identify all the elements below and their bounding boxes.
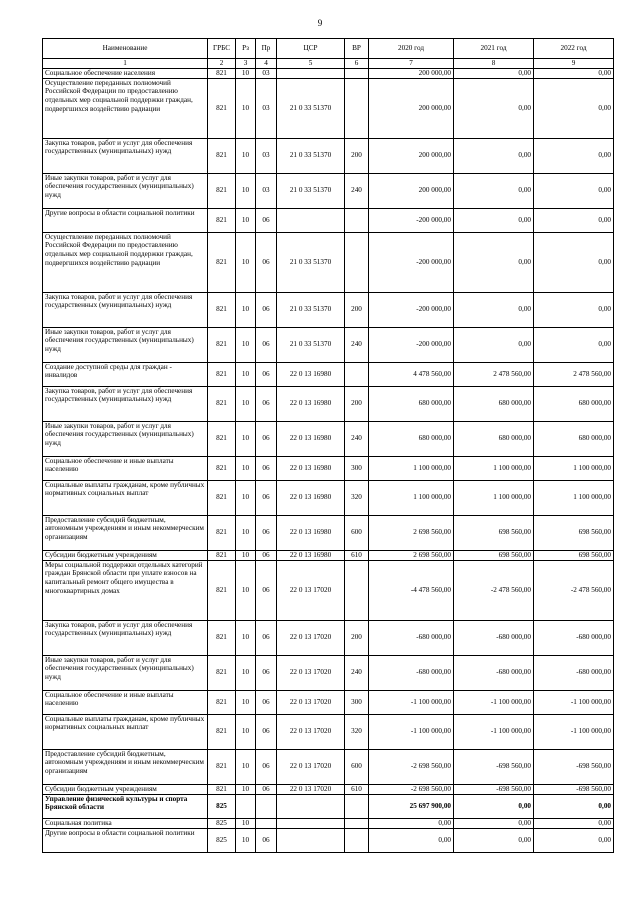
page-number: 9	[317, 18, 323, 28]
budget-table	[42, 38, 614, 853]
cell-vr	[345, 560, 369, 620]
cell-2021: 698 560,00	[454, 515, 534, 550]
cell-name: Предоставление субсидий бюджетным, автономным учреждениям и иным некоммерческим организациям	[43, 515, 208, 550]
cell-rz: 10	[236, 68, 256, 78]
table-row	[43, 690, 614, 714]
cell-rz: 10	[236, 655, 256, 690]
cell-2021: 0,00	[454, 327, 534, 362]
table-row	[43, 714, 614, 749]
cell-grbs: 821	[208, 784, 236, 794]
cell-pr: 06	[256, 292, 277, 327]
colnum-9: 9	[534, 59, 614, 69]
cell-2020: -4 478 560,00	[369, 560, 454, 620]
header-rz: Рз	[236, 39, 256, 59]
cell-csr: 22 0 13 17020	[277, 560, 345, 620]
cell-vr: 240	[345, 655, 369, 690]
table-row	[43, 749, 614, 784]
table-row	[43, 208, 614, 232]
header-2022: 2022 год	[534, 39, 614, 59]
cell-csr: 22 0 13 17020	[277, 655, 345, 690]
cell-grbs: 821	[208, 327, 236, 362]
cell-2020: 4 478 560,00	[369, 362, 454, 386]
cell-rz: 10	[236, 232, 256, 292]
cell-pr: 06	[256, 208, 277, 232]
cell-rz: 10	[236, 138, 256, 173]
cell-grbs: 821	[208, 208, 236, 232]
cell-pr: 03	[256, 68, 277, 78]
cell-2021: 0,00	[454, 68, 534, 78]
header-2021: 2021 год	[454, 39, 534, 59]
cell-2021: 0,00	[454, 292, 534, 327]
table-row	[43, 362, 614, 386]
cell-name: Иные закупки товаров, работ и услуг для обеспечения государственных (муниципальных) нужд	[43, 327, 208, 362]
cell-2020: -1 100 000,00	[369, 690, 454, 714]
cell-csr: 22 0 13 16980	[277, 515, 345, 550]
header-name: Наименование	[43, 39, 208, 59]
cell-2021: -698 560,00	[454, 749, 534, 784]
cell-name: Закупка товаров, работ и услуг для обеспечения государственных (муниципальных) нужд	[43, 292, 208, 327]
cell-rz: 10	[236, 78, 256, 138]
cell-2022: -2 478 560,00	[534, 560, 614, 620]
colnum-5: 5	[277, 59, 345, 69]
cell-2020: 200 000,00	[369, 173, 454, 208]
cell-2022: 1 100 000,00	[534, 480, 614, 515]
cell-grbs: 821	[208, 456, 236, 480]
cell-2020: -200 000,00	[369, 232, 454, 292]
cell-name: Закупка товаров, работ и услуг для обеспечения государственных (муниципальных) нужд	[43, 620, 208, 655]
cell-csr: 22 0 13 17020	[277, 784, 345, 794]
cell-2022: 2 478 560,00	[534, 362, 614, 386]
cell-rz: 10	[236, 560, 256, 620]
cell-rz: 10	[236, 480, 256, 515]
cell-vr: 320	[345, 714, 369, 749]
cell-grbs: 821	[208, 292, 236, 327]
cell-2021: 680 000,00	[454, 421, 534, 456]
cell-2022: -1 100 000,00	[534, 690, 614, 714]
cell-grbs: 821	[208, 138, 236, 173]
cell-grbs: 821	[208, 78, 236, 138]
cell-name: Субсидии бюджетным учреждениям	[43, 784, 208, 794]
cell-pr: 03	[256, 173, 277, 208]
cell-csr: 21 0 33 51370	[277, 292, 345, 327]
cell-pr: 06	[256, 560, 277, 620]
cell-pr: 06	[256, 456, 277, 480]
cell-name: Предоставление субсидий бюджетным, автономным учреждениям и иным некоммерческим организациям	[43, 749, 208, 784]
cell-rz: 10	[236, 208, 256, 232]
cell-2020: -680 000,00	[369, 620, 454, 655]
cell-grbs: 821	[208, 550, 236, 560]
cell-rz: 10	[236, 386, 256, 421]
cell-rz: 10	[236, 173, 256, 208]
cell-csr: 22 0 13 17020	[277, 690, 345, 714]
cell-rz: 10	[236, 784, 256, 794]
cell-2020: 200 000,00	[369, 68, 454, 78]
cell-name: Другие вопросы в области социальной политики	[43, 828, 208, 852]
cell-vr: 610	[345, 784, 369, 794]
cell-2020: 1 100 000,00	[369, 480, 454, 515]
cell-vr	[345, 828, 369, 852]
cell-2021: -2 478 560,00	[454, 560, 534, 620]
cell-2020: 200 000,00	[369, 138, 454, 173]
header-grbs: ГРБС	[208, 39, 236, 59]
table-row	[43, 138, 614, 173]
cell-2022: 698 560,00	[534, 550, 614, 560]
cell-rz: 10	[236, 292, 256, 327]
cell-csr	[277, 208, 345, 232]
table-row	[43, 794, 614, 818]
table-row	[43, 550, 614, 560]
cell-rz: 10	[236, 749, 256, 784]
table-row	[43, 818, 614, 828]
cell-vr: 200	[345, 620, 369, 655]
cell-2020: 200 000,00	[369, 78, 454, 138]
cell-2021: -1 100 000,00	[454, 690, 534, 714]
cell-2021: -680 000,00	[454, 655, 534, 690]
table-row	[43, 480, 614, 515]
cell-csr: 22 0 13 17020	[277, 749, 345, 784]
cell-csr	[277, 828, 345, 852]
cell-pr: 03	[256, 78, 277, 138]
cell-rz: 10	[236, 550, 256, 560]
cell-2021: 2 478 560,00	[454, 362, 534, 386]
table-row	[43, 515, 614, 550]
cell-grbs: 825	[208, 828, 236, 852]
cell-2022: 0,00	[534, 208, 614, 232]
cell-name: Осуществление переданных полномочий Российской Федерации по предоставлению отдельных мер социальной поддержки граждан, подвергшихся воздействию радиации	[43, 232, 208, 292]
cell-name: Закупка товаров, работ и услуг для обеспечения государственных (муниципальных) нужд	[43, 138, 208, 173]
colnum-1: 1	[43, 59, 208, 69]
table-row	[43, 828, 614, 852]
cell-name: Социальная политика	[43, 818, 208, 828]
colnum-8: 8	[454, 59, 534, 69]
cell-2021: -1 100 000,00	[454, 714, 534, 749]
cell-2021: 1 100 000,00	[454, 480, 534, 515]
cell-grbs: 821	[208, 421, 236, 456]
header-vr: ВР	[345, 39, 369, 59]
cell-name: Социальное обеспечение населения	[43, 68, 208, 78]
cell-2020: 680 000,00	[369, 386, 454, 421]
cell-pr: 06	[256, 714, 277, 749]
cell-2021: 698 560,00	[454, 550, 534, 560]
cell-grbs: 821	[208, 655, 236, 690]
cell-name: Социальные выплаты гражданам, кроме публичных нормативных социальных выплат	[43, 480, 208, 515]
cell-pr: 06	[256, 362, 277, 386]
cell-rz: 10	[236, 456, 256, 480]
cell-name: Создание доступной среды для граждан - инвалидов	[43, 362, 208, 386]
cell-2022: -1 100 000,00	[534, 714, 614, 749]
cell-2020: 0,00	[369, 818, 454, 828]
cell-2021: 0,00	[454, 138, 534, 173]
cell-grbs: 821	[208, 480, 236, 515]
colnum-2: 2	[208, 59, 236, 69]
cell-name: Другие вопросы в области социальной политики	[43, 208, 208, 232]
cell-vr: 320	[345, 480, 369, 515]
cell-csr	[277, 818, 345, 828]
cell-2022: 680 000,00	[534, 421, 614, 456]
cell-vr: 200	[345, 138, 369, 173]
colnum-4: 4	[256, 59, 277, 69]
cell-rz: 10	[236, 714, 256, 749]
cell-2021: 0,00	[454, 173, 534, 208]
table-row	[43, 560, 614, 620]
cell-2022: 0,00	[534, 68, 614, 78]
cell-2020: 680 000,00	[369, 421, 454, 456]
cell-vr	[345, 232, 369, 292]
cell-2021: 0,00	[454, 818, 534, 828]
cell-name: Социальное обеспечение и иные выплаты населению	[43, 690, 208, 714]
cell-name: Управление физической культуры и спорта Брянской области	[43, 794, 208, 818]
cell-pr: 06	[256, 620, 277, 655]
cell-grbs: 821	[208, 362, 236, 386]
cell-pr: 06	[256, 480, 277, 515]
colnum-7: 7	[369, 59, 454, 69]
cell-name: Иные закупки товаров, работ и услуг для обеспечения государственных (муниципальных) нужд	[43, 173, 208, 208]
cell-grbs: 821	[208, 515, 236, 550]
cell-vr: 240	[345, 327, 369, 362]
cell-csr: 22 0 13 16980	[277, 550, 345, 560]
table-row	[43, 784, 614, 794]
cell-pr: 06	[256, 749, 277, 784]
cell-rz: 10	[236, 828, 256, 852]
cell-csr: 22 0 13 16980	[277, 386, 345, 421]
cell-grbs: 821	[208, 68, 236, 78]
table-row	[43, 292, 614, 327]
cell-2020: -200 000,00	[369, 292, 454, 327]
cell-name: Социальное обеспечение и иные выплаты населению	[43, 456, 208, 480]
cell-rz: 10	[236, 421, 256, 456]
cell-2021: 0,00	[454, 828, 534, 852]
cell-csr	[277, 794, 345, 818]
cell-2021: 0,00	[454, 232, 534, 292]
table-row	[43, 620, 614, 655]
colnum-6: 6	[345, 59, 369, 69]
cell-name: Меры социальной поддержки отдельных категорий граждан Брянской области при уплате взносов на капитальный ремонт общего имущества в многоквартирных домах	[43, 560, 208, 620]
cell-rz: 10	[236, 362, 256, 386]
cell-vr	[345, 68, 369, 78]
cell-pr: 06	[256, 386, 277, 421]
cell-2020: 0,00	[369, 828, 454, 852]
cell-rz: 10	[236, 690, 256, 714]
cell-2020: 2 698 560,00	[369, 515, 454, 550]
cell-grbs: 825	[208, 818, 236, 828]
cell-2022: 0,00	[534, 292, 614, 327]
cell-rz: 10	[236, 515, 256, 550]
cell-vr	[345, 794, 369, 818]
cell-2022: 0,00	[534, 78, 614, 138]
cell-vr: 300	[345, 690, 369, 714]
table-row	[43, 421, 614, 456]
cell-pr: 03	[256, 138, 277, 173]
cell-csr: 22 0 13 17020	[277, 714, 345, 749]
cell-pr: 06	[256, 784, 277, 794]
cell-name: Закупка товаров, работ и услуг для обеспечения государственных (муниципальных) нужд	[43, 386, 208, 421]
cell-grbs: 821	[208, 749, 236, 784]
header-2020: 2020 год	[369, 39, 454, 59]
cell-csr: 21 0 33 51370	[277, 327, 345, 362]
table-row	[43, 386, 614, 421]
cell-vr	[345, 208, 369, 232]
cell-csr: 21 0 33 51370	[277, 232, 345, 292]
table-row	[43, 68, 614, 78]
cell-2021: 1 100 000,00	[454, 456, 534, 480]
cell-csr: 22 0 13 16980	[277, 456, 345, 480]
cell-2022: 0,00	[534, 828, 614, 852]
cell-2021: 680 000,00	[454, 386, 534, 421]
header-csr: ЦСР	[277, 39, 345, 59]
table-row	[43, 232, 614, 292]
cell-grbs: 821	[208, 560, 236, 620]
cell-2020: 25 697 900,00	[369, 794, 454, 818]
cell-csr: 22 0 13 16980	[277, 362, 345, 386]
cell-vr: 240	[345, 421, 369, 456]
cell-name: Социальные выплаты гражданам, кроме публичных нормативных социальных выплат	[43, 714, 208, 749]
table-row	[43, 456, 614, 480]
cell-pr: 06	[256, 232, 277, 292]
cell-2022: 1 100 000,00	[534, 456, 614, 480]
table-row	[43, 173, 614, 208]
header-pr: Пр	[256, 39, 277, 59]
cell-vr: 300	[345, 456, 369, 480]
cell-2020: -200 000,00	[369, 208, 454, 232]
cell-2022: -698 560,00	[534, 784, 614, 794]
cell-2020: -2 698 560,00	[369, 749, 454, 784]
cell-2020: 2 698 560,00	[369, 550, 454, 560]
cell-vr: 200	[345, 386, 369, 421]
cell-grbs: 825	[208, 794, 236, 818]
cell-rz: 10	[236, 818, 256, 828]
cell-2021: 0,00	[454, 794, 534, 818]
cell-name: Осуществление переданных полномочий Российской Федерации по предоставлению отдельных мер социальной поддержки граждан, подвергшихся воздействию радиации	[43, 78, 208, 138]
table-row	[43, 655, 614, 690]
cell-pr: 06	[256, 515, 277, 550]
cell-csr: 22 0 13 16980	[277, 480, 345, 515]
cell-vr: 600	[345, 515, 369, 550]
cell-2022: -698 560,00	[534, 749, 614, 784]
cell-csr: 21 0 33 51370	[277, 78, 345, 138]
cell-vr	[345, 818, 369, 828]
cell-2022: 680 000,00	[534, 386, 614, 421]
cell-grbs: 821	[208, 690, 236, 714]
cell-csr: 22 0 13 17020	[277, 620, 345, 655]
table-body	[43, 68, 614, 852]
cell-2022: 0,00	[534, 232, 614, 292]
cell-vr	[345, 78, 369, 138]
cell-grbs: 821	[208, 386, 236, 421]
cell-2020: -1 100 000,00	[369, 714, 454, 749]
cell-2022: 0,00	[534, 794, 614, 818]
cell-2022: 0,00	[534, 327, 614, 362]
cell-pr: 06	[256, 550, 277, 560]
cell-pr: 06	[256, 690, 277, 714]
cell-vr	[345, 362, 369, 386]
colnum-3: 3	[236, 59, 256, 69]
cell-grbs: 821	[208, 714, 236, 749]
cell-2021: -680 000,00	[454, 620, 534, 655]
cell-grbs: 821	[208, 173, 236, 208]
cell-2020: -200 000,00	[369, 327, 454, 362]
cell-vr: 600	[345, 749, 369, 784]
cell-pr: 06	[256, 655, 277, 690]
cell-pr	[256, 794, 277, 818]
cell-pr: 06	[256, 828, 277, 852]
cell-pr	[256, 818, 277, 828]
cell-grbs: 821	[208, 232, 236, 292]
cell-pr: 06	[256, 327, 277, 362]
cell-csr: 21 0 33 51370	[277, 138, 345, 173]
cell-vr: 200	[345, 292, 369, 327]
cell-rz: 10	[236, 327, 256, 362]
cell-rz: 10	[236, 620, 256, 655]
cell-name: Субсидии бюджетным учреждениям	[43, 550, 208, 560]
cell-pr: 06	[256, 421, 277, 456]
cell-2022: 0,00	[534, 138, 614, 173]
cell-2020: -2 698 560,00	[369, 784, 454, 794]
cell-2022: 0,00	[534, 173, 614, 208]
cell-vr: 610	[345, 550, 369, 560]
table-row	[43, 78, 614, 138]
cell-name: Иные закупки товаров, работ и услуг для обеспечения государственных (муниципальных) нужд	[43, 421, 208, 456]
cell-name: Иные закупки товаров, работ и услуг для обеспечения государственных (муниципальных) нужд	[43, 655, 208, 690]
cell-2020: -680 000,00	[369, 655, 454, 690]
cell-csr: 21 0 33 51370	[277, 173, 345, 208]
cell-csr	[277, 68, 345, 78]
column-number-row	[43, 59, 614, 69]
cell-2021: 0,00	[454, 208, 534, 232]
cell-2022: -680 000,00	[534, 655, 614, 690]
cell-grbs: 821	[208, 620, 236, 655]
header-row	[43, 39, 614, 59]
cell-2022: 698 560,00	[534, 515, 614, 550]
cell-2022: 0,00	[534, 818, 614, 828]
cell-2022: -680 000,00	[534, 620, 614, 655]
cell-vr: 240	[345, 173, 369, 208]
table-row	[43, 327, 614, 362]
cell-rz	[236, 794, 256, 818]
cell-2021: 0,00	[454, 78, 534, 138]
cell-2021: -698 560,00	[454, 784, 534, 794]
cell-2020: 1 100 000,00	[369, 456, 454, 480]
cell-csr: 22 0 13 16980	[277, 421, 345, 456]
